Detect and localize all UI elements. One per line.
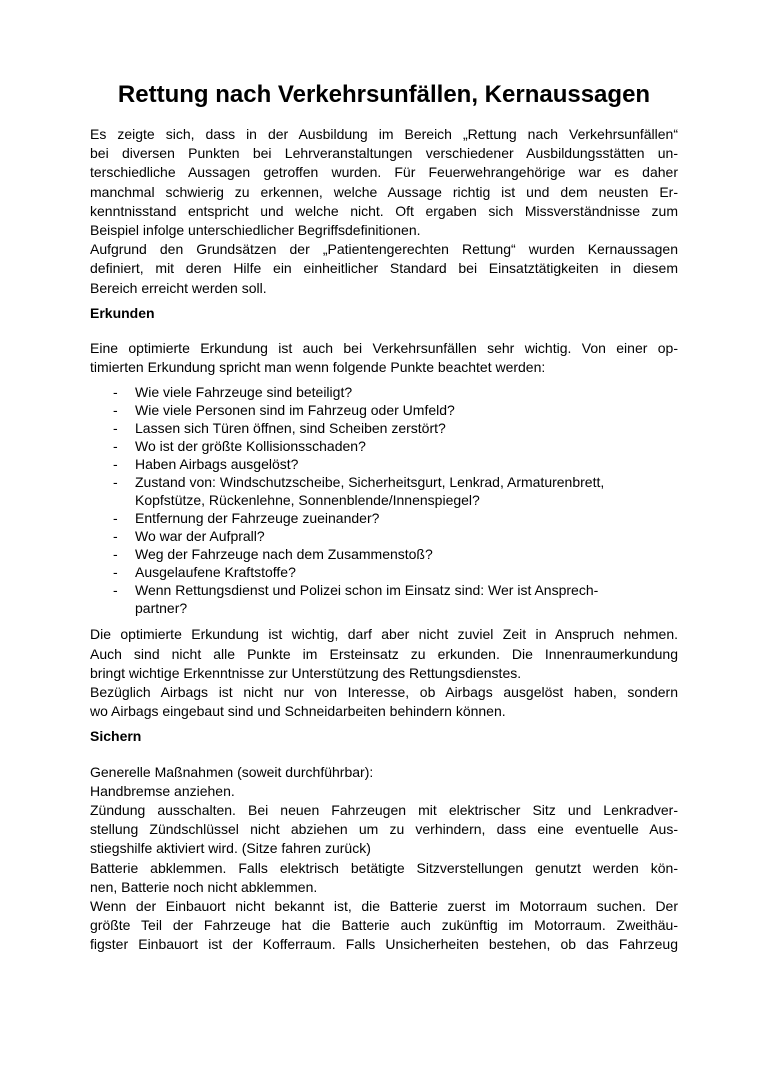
text-line: stellung Zündschlüssel nicht abziehen um zu verhindern, dass eine eventuelle Aus-	[90, 821, 678, 838]
text-line: größte Teil der Fahrzeuge hat die Batterie auch zukünftig im Motorraum. Zweithäu-	[90, 917, 678, 934]
list-item-text	[135, 473, 678, 509]
text-line: Auch sind nicht alle Punkte im Ersteinsatz zu erkunden. Die Innenraumerkundung	[90, 645, 678, 662]
text-line: Eine optimierte Erkundung ist auch bei Verkehrsunfällen sehr wichtig. Von einer op-	[90, 340, 678, 357]
dash-bullet: -	[113, 564, 118, 581]
text-line: Bezüglich Airbags ist nicht nur von Interesse, ob Airbags ausgelöst haben, sondern	[90, 684, 678, 701]
list-item-text	[135, 383, 678, 401]
list-item	[90, 401, 678, 419]
document-content	[0, 81, 768, 955]
text-line: Zündung ausschalten. Bei neuen Fahrzeugen mit elektrischer Sitz und Lenkradver-	[90, 802, 678, 819]
text-line: Generelle Maßnahmen (soweit durchführbar):	[90, 763, 374, 780]
dash-bullet: -	[113, 456, 118, 473]
text-line: Beispiel infolge unterschiedlicher Begriffsdefinitionen.	[90, 222, 421, 239]
list-item-text	[135, 419, 678, 437]
dash-bullet: -	[113, 546, 118, 563]
dash-bullet: -	[113, 474, 118, 491]
text-line: Entfernung der Fahrzeuge zueinander?	[135, 510, 380, 527]
paragraph	[90, 683, 678, 721]
list-item-text	[135, 509, 678, 527]
text-line: kenntnisstand entspricht und welche nicht. Oft ergaben sich Missverständnisse zum	[90, 202, 678, 219]
text-line: Haben Airbags ausgelöst?	[135, 456, 299, 473]
text-line: bei diversen Punkten bei Lehrveranstaltungen verschiedener Ausbildungsstätten un-	[90, 145, 678, 162]
document-page	[0, 81, 768, 1075]
list-item	[90, 563, 678, 581]
text-line: Es zeigte sich, dass in der Ausbildung im Bereich „Rettung nach Verkehrsunfällen“	[90, 126, 678, 142]
paragraph	[90, 339, 678, 377]
list-item	[90, 383, 678, 401]
dash-bullet: -	[113, 528, 118, 545]
paragraph	[90, 782, 678, 801]
section-heading: Erkunden	[90, 304, 155, 321]
dash-bullet: -	[113, 582, 118, 599]
text-line: Batterie abklemmen. Falls elektrisch betätigte Sitzverstellungen genutzt werden kön-	[90, 859, 678, 876]
list-item-text	[135, 527, 678, 545]
paragraph	[90, 125, 678, 240]
list-item	[90, 545, 678, 563]
list-item	[90, 455, 678, 473]
text-line: nen, Batterie noch nicht abklemmen.	[90, 878, 318, 895]
section-heading: Sichern	[90, 728, 142, 745]
text-line: Handbremse anziehen.	[90, 782, 235, 799]
text-line: timierten Erkundung spricht man wenn folgende Punkte beachtet werden:	[90, 359, 546, 376]
text-line: Zustand von: Windschutzscheibe, Sicherheitsgurt, Lenkrad, Armaturenbrett,	[135, 474, 605, 491]
dash-bullet: -	[113, 402, 118, 419]
list-item-text	[135, 437, 678, 455]
list-item	[90, 419, 678, 437]
text-line: Wenn Rettungsdienst und Polizei schon im Einsatz sind: Wer ist Ansprech-	[135, 582, 599, 599]
text-line: Wie viele Personen sind im Fahrzeug oder Umfeld?	[135, 402, 455, 419]
text-line: Ausgelaufene Kraftstoffe?	[135, 564, 296, 581]
text-line: Aufgrund den Grundsätzen der „Patientengerechten Rettung“ wurden Kernaussagen	[90, 241, 678, 258]
dash-bullet: -	[113, 510, 118, 527]
paragraph	[90, 801, 678, 859]
list-item-text	[135, 401, 678, 419]
list-item	[90, 437, 678, 455]
document-body	[90, 125, 678, 955]
text-line: Wie viele Fahrzeuge sind beteiligt?	[135, 384, 353, 401]
dash-bullet: -	[113, 420, 118, 437]
text-line: bringt wichtige Erkenntnisse zur Unterstützung des Rettungsdienstes.	[90, 664, 522, 681]
text-line: Lassen sich Türen öffnen, sind Scheiben zerstört?	[135, 420, 446, 437]
text-line: definiert, mit deren Hilfe ein einheitlicher Standard bei Einsatztätigkeiten in diesem	[90, 260, 678, 277]
text-line: Wo ist der größte Kollisionsschaden?	[135, 438, 366, 455]
dash-bullet: -	[113, 438, 118, 455]
list-item-text	[135, 455, 678, 473]
text-line: Kopfstütze, Rückenlehne, Sonnenblende/Innenspiegel?	[135, 492, 480, 509]
text-line: figster Einbauort ist der Kofferraum. Falls Unsicherheiten bestehen, ob das Fahrzeug	[90, 936, 678, 953]
text-line: Weg der Fahrzeuge nach dem Zusammenstoß?	[135, 546, 433, 563]
bullet-list	[90, 383, 678, 617]
list-item-text	[135, 545, 678, 563]
list-item	[90, 473, 678, 509]
text-line: Die optimierte Erkundung ist wichtig, darf aber nicht zuviel Zeit in Anspruch nehmen.	[90, 626, 678, 643]
text-line: terschiedliche Aussagen getroffen wurden. Für Feuerwehrangehörige war es daher	[90, 164, 678, 181]
dash-bullet: -	[113, 384, 118, 401]
paragraph	[90, 859, 678, 897]
text-line: Bereich erreicht werden soll.	[90, 279, 267, 296]
list-item	[90, 581, 678, 617]
list-item-text	[135, 563, 678, 581]
paragraph	[90, 897, 678, 955]
text-line: stiegshilfe aktiviert wird. (Sitze fahren zurück)	[90, 840, 371, 857]
paragraph	[90, 625, 678, 683]
text-line: Wenn der Einbauort nicht bekannt ist, die Batterie zuerst im Motorraum suchen. Der	[90, 898, 678, 915]
list-item	[90, 527, 678, 545]
paragraph	[90, 763, 678, 782]
paragraph	[90, 240, 678, 298]
text-line: manchmal schwierig zu erkennen, welche Aussage richtig ist und dem neusten Er-	[90, 183, 678, 200]
list-item-text	[135, 581, 678, 617]
text-line: wo Airbags eingebaut sind und Schneidarbeiten behindern können.	[90, 703, 506, 720]
document-title: Rettung nach Verkehrsunfällen, Kernaussagen	[117, 81, 651, 108]
text-line: Wo war der Aufprall?	[135, 528, 265, 545]
text-line: partner?	[135, 600, 188, 617]
list-item	[90, 509, 678, 527]
